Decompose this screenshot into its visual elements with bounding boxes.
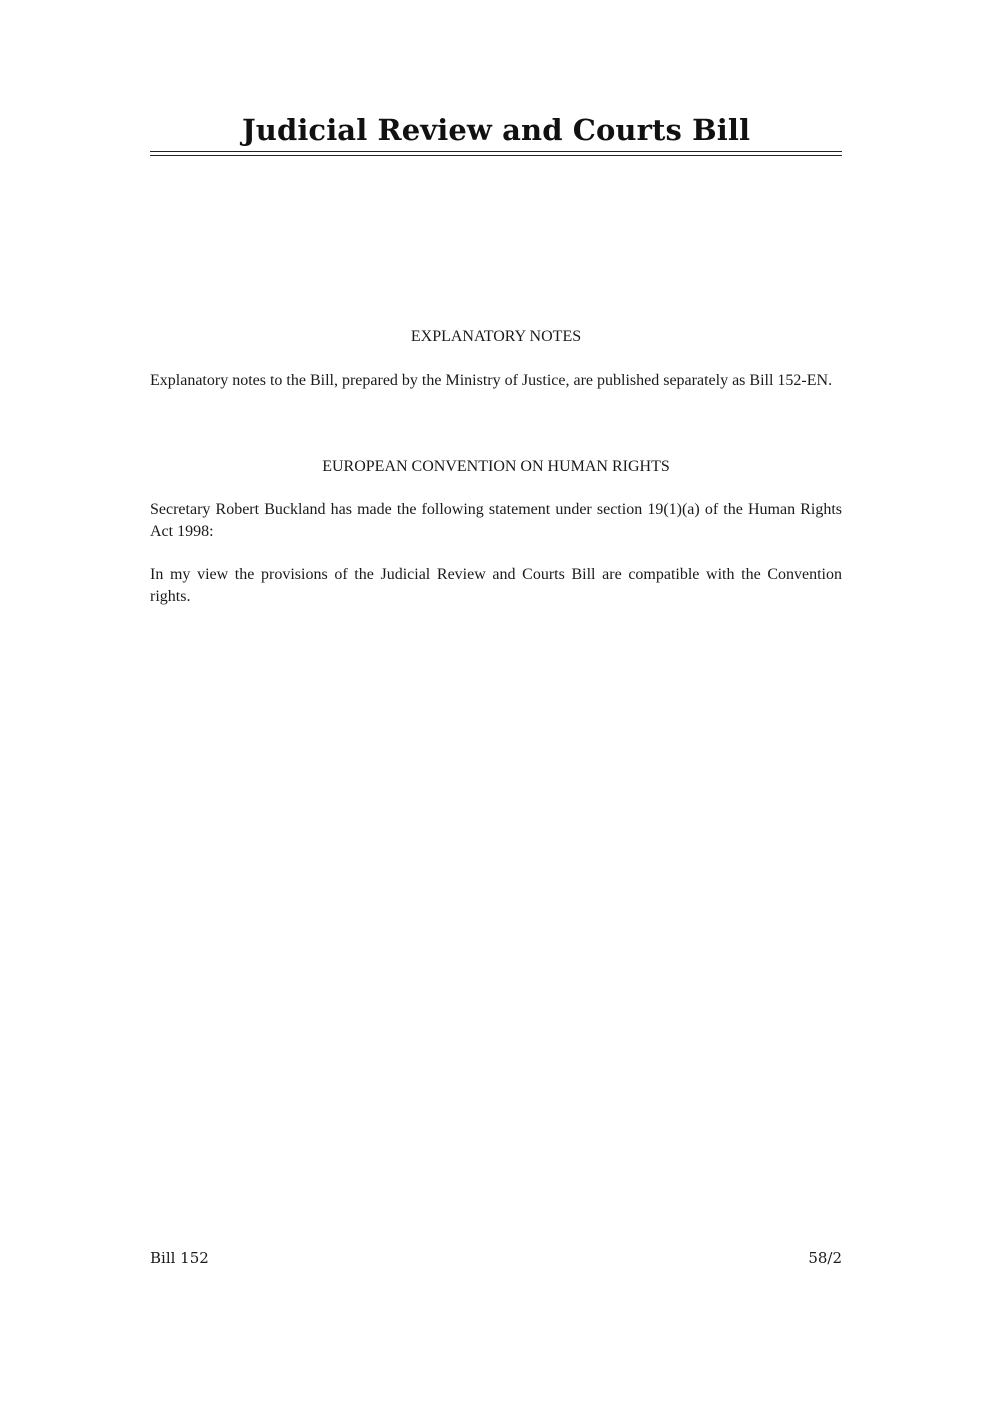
- explanatory-notes-heading: EXPLANATORY NOTES: [410, 328, 582, 345]
- title-rule-top: [150, 151, 842, 152]
- echr-statement-paragraph: Secretary Robert Buckland has made the following statement under section 19(1)(a) of the Human Rights Act 1998:: [150, 501, 842, 540]
- explanatory-notes-paragraph: Explanatory notes to the Bill, prepared by the Ministry of Justice, are published separately as Bill 152-EN.: [150, 372, 833, 389]
- footer-bill-number: Bill 152: [150, 1249, 209, 1267]
- echr-compatibility-paragraph: In my view the provisions of the Judicial Review and Courts Bill are compatible with the Convention rights.: [150, 566, 842, 605]
- document-title: Judicial Review and Courts Bill: [241, 113, 751, 147]
- echr-heading: EUROPEAN CONVENTION ON HUMAN RIGHTS: [322, 458, 670, 475]
- title-rule-bottom: [150, 155, 842, 156]
- footer-page-reference: 58/2: [808, 1249, 842, 1267]
